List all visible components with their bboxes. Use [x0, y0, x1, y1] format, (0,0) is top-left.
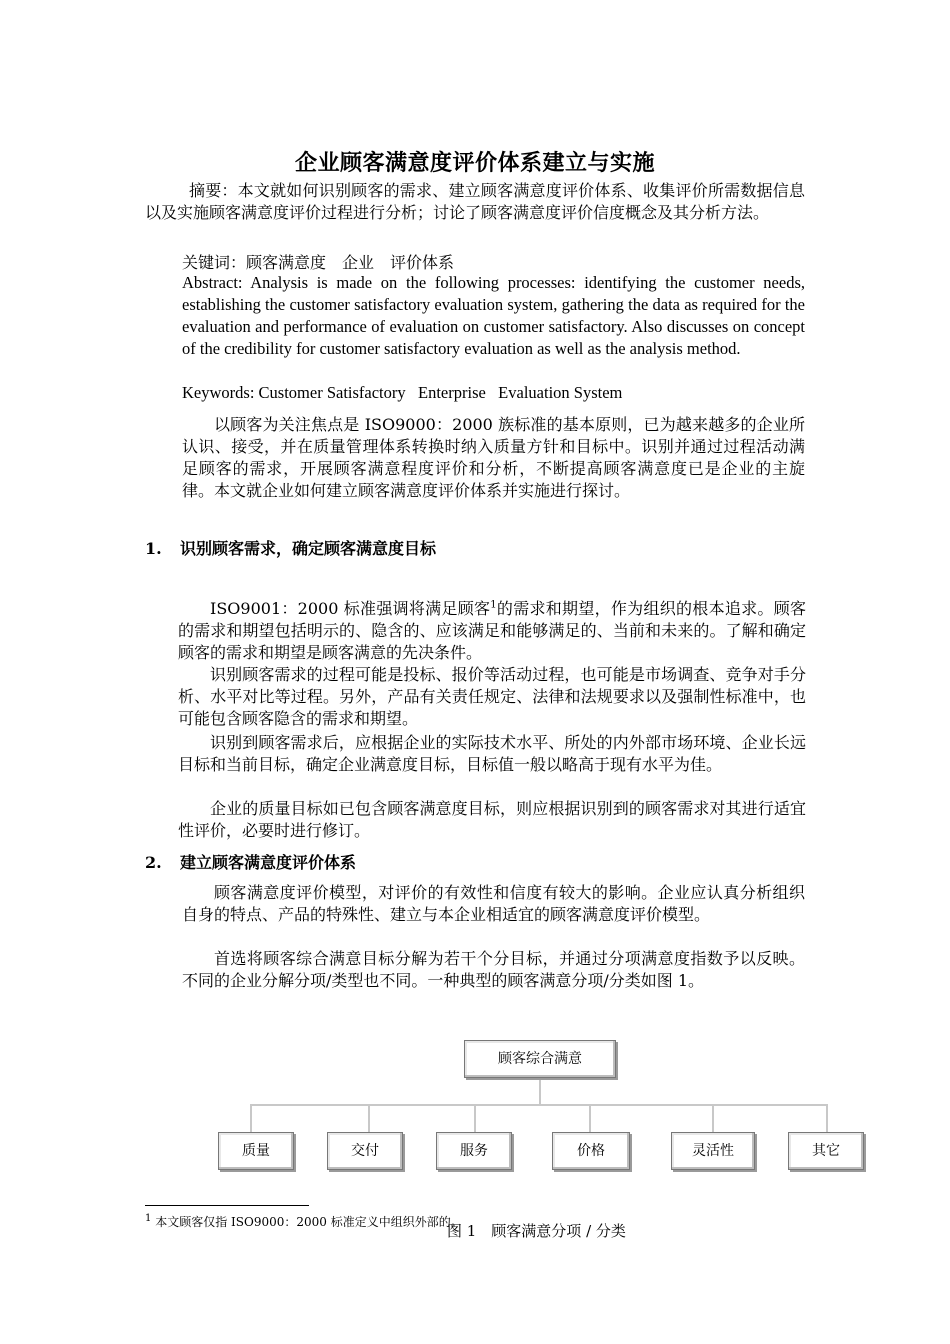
- diagram-node-other: 其它: [788, 1132, 864, 1170]
- section-2-title: 建立顾客满意度评价体系: [180, 853, 357, 872]
- diagram-node-delivery: 交付: [327, 1132, 403, 1170]
- section-2-heading: [145, 850, 356, 873]
- footnote-mark: 1: [145, 1213, 152, 1224]
- footnote-reference[interactable]: 1: [490, 599, 497, 611]
- connector-line: [826, 1104, 828, 1132]
- section-2-number: 2.: [145, 853, 162, 872]
- connector-line: [712, 1104, 714, 1132]
- section-1-paragraph-4: 企业的质量目标如已包含顾客满意度目标，则应根据识别到的顾客需求对其进行适宜性评价，必要时进行修订。: [178, 799, 806, 840]
- section-2-paragraph-1: 顾客满意度评价模型，对评价的有效性和信度有较大的影响。企业应认真分析组织自身的特点、产品的特殊性、建立与本企业相适宜的顾客满意度评价模型。: [182, 883, 805, 924]
- paragraph-text: ISO9001：2000 标准强调将满足顾客: [210, 599, 491, 618]
- connector-line: [250, 1104, 252, 1132]
- figure-caption: 图 1 顾客满意分项 / 分类: [447, 1222, 626, 1240]
- section-1-paragraph-2: 识别顾客需求的过程可能是投标、报价等活动过程，也可能是市场调查、竞争对手分析、水平对比等过程。另外，产品有关责任规定、法律和法规要求以及强制性标准中，也可能包含顾客隐含的需求和期望。: [178, 665, 806, 728]
- keywords-english: Keywords: Customer Satisfactory Enterprise Evaluation System: [182, 383, 623, 402]
- section-1-number: 1.: [145, 539, 162, 558]
- connector-line: [250, 1104, 827, 1106]
- diagram-node-price: 价格: [552, 1132, 630, 1170]
- abstract-english: Abstract: Analysis is made on the following processes: identifying the customer needs, establishing the customer satisfactory evaluation system, gathering the data as required for the evaluation and performance of evaluation on customer satisfactory. Also discusses on concept of the credibility for customer satisfactory evaluation as well as the analysis method.: [182, 273, 805, 358]
- connector-line: [474, 1104, 476, 1132]
- section-1-paragraph-3: 识别到顾客需求后，应根据企业的实际技术水平、所处的内外部市场环境、企业长远目标和当前目标，确定企业满意度目标，目标值一般以略高于现有水平为佳。: [178, 733, 806, 774]
- section-1-paragraph-1: [178, 598, 806, 664]
- section-1-heading: [145, 536, 436, 559]
- connector-line: [368, 1104, 370, 1132]
- section-1-title: 识别顾客需求，确定顾客满意度目标: [180, 539, 437, 558]
- abstract-chinese: 摘要：本文就如何识别顾客的需求、建立顾客满意度评价体系、收集评价所需数据信息以及实施顾客满意度评价过程进行分析；讨论了顾客满意度评价信度概念及其分析方法。: [145, 181, 805, 222]
- keywords-chinese: 关键词：顾客满意度 企业 评价体系: [182, 253, 455, 272]
- document-title: 企业顾客满意度评价体系建立与实施: [294, 150, 655, 176]
- diagram-node-service: 服务: [436, 1132, 512, 1170]
- footnote: [145, 1213, 463, 1230]
- connector-line: [589, 1104, 591, 1132]
- diagram-node-quality: 质量: [218, 1132, 294, 1170]
- section-2-paragraph-2: 首选将顾客综合满意目标分解为若干个分目标，并通过分项满意度指数予以反映。不同的企业分解分项/类型也不同。一种典型的顾客满意分项/分类如图 1。: [182, 949, 805, 990]
- connector-line: [539, 1079, 541, 1105]
- footnote-divider: [145, 1205, 309, 1206]
- intro-paragraph: 以顾客为关注焦点是 ISO9000：2000 族标准的基本原则，已为越来越多的企业所认识、接受，并在质量管理体系转换时纳入质量方针和目标中。识别并通过过程活动满足顾客的需求，开展顾客满意程度评价和分析，不断提高顾客满意度已是企业的主旋律。本文就企业如何建立顾客满意度评价体系并实施进行探讨。: [182, 415, 805, 500]
- diagram-node-flexibility: 灵活性: [671, 1132, 755, 1170]
- diagram-root-node: 顾客综合满意: [464, 1040, 616, 1078]
- paragraph-text: 的需求和期望，作为组织的根本追求。顾客的需求和期望包括明示的、隐含的、应该满足和能够满足的、当前和未来的。了解和确定顾客的需求和期望是顾客满意的先决条件。: [178, 599, 806, 662]
- footnote-text: 本文顾客仅指 ISO9000：2000 标准定义中组织外部的。: [155, 1215, 463, 1229]
